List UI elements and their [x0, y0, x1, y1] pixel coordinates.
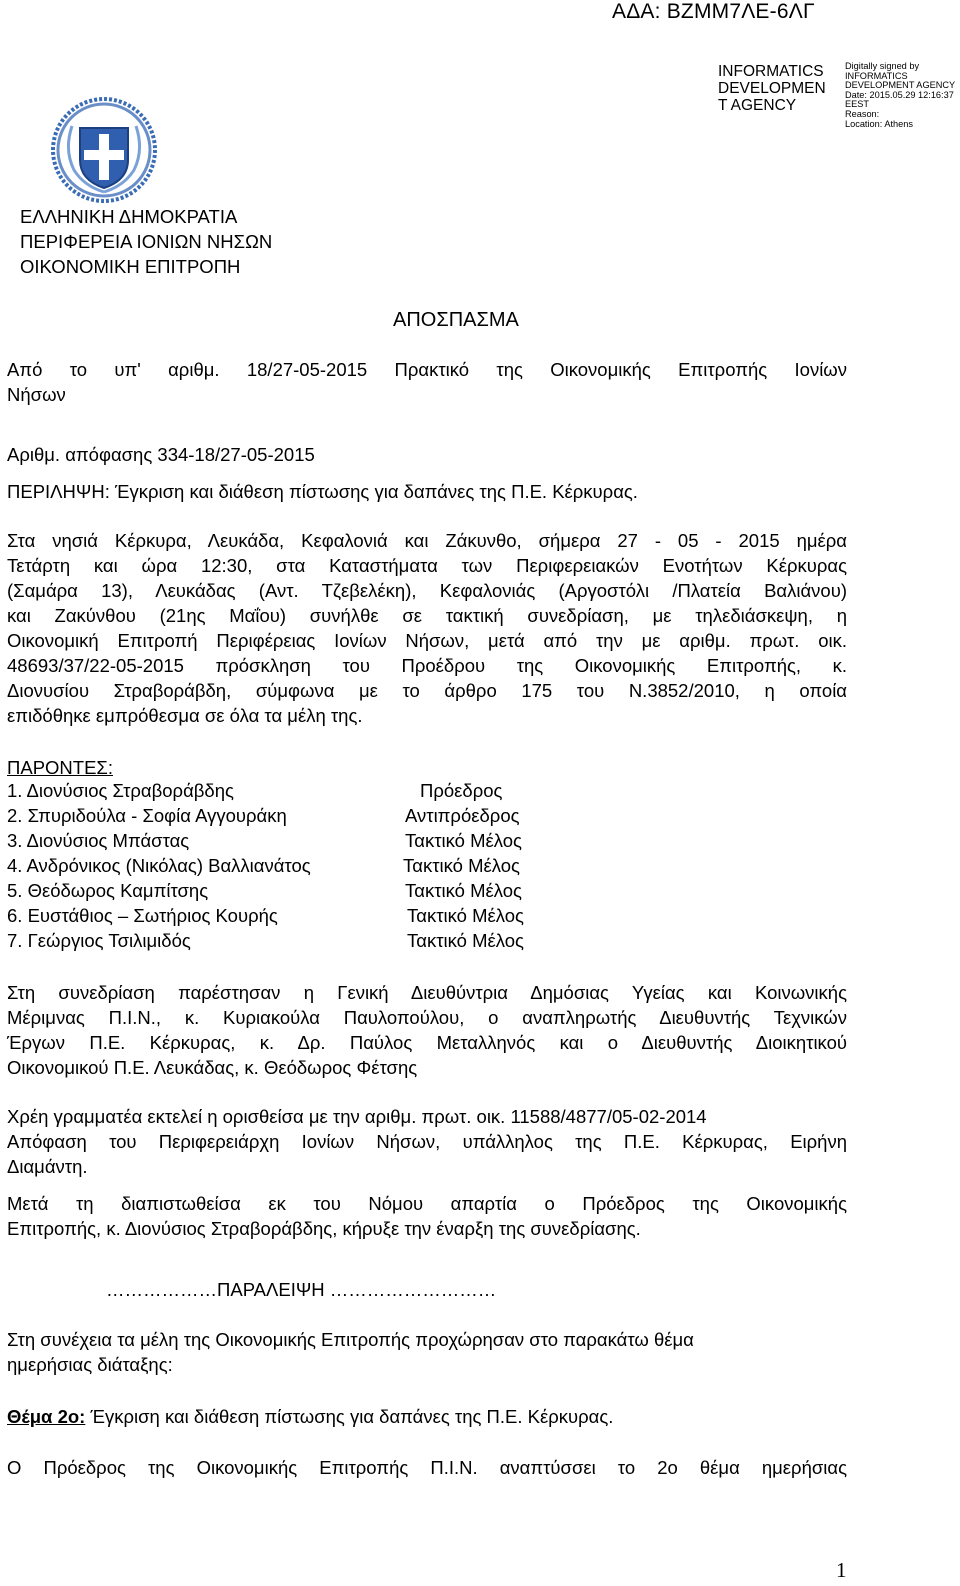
intro-paragraph: [7, 528, 847, 728]
topic-label: Θέμα 2ο:: [7, 1406, 86, 1427]
signature-agency-line: T AGENCY: [718, 97, 797, 114]
attendees-line: Οικονομικού Π.Ε. Λευκάδας, κ. Θεόδωρος Φέτσης: [7, 1057, 418, 1078]
signature-details: [845, 62, 957, 129]
closing-paragraph: [7, 1455, 847, 1480]
member-name: 4. Ανδρόνικος (Νικόλας) Βαλλιανάτος: [7, 855, 311, 876]
member-name: 5. Θεόδωρος Καμπίτσης: [7, 880, 209, 901]
intro-line: Στα νησιά Κέρκυρα, Λευκάδα, Κεφαλονιά και Ζάκυνθο, σήμερα 27 - 05 - 2015 ημέρα: [7, 530, 847, 551]
summary-label: ΠΕΡΙΛΗΨΗ:: [7, 481, 110, 502]
secretary-line: Απόφαση του Περιφερειάρχη Ιονίων Νήσων, υπάλληλος της Π.Ε. Κέρκυρας, Ειρήνη: [7, 1131, 847, 1152]
intro-line: (Σαμάρα 13), Λευκάδας (Αντ. Τζεβελέκη), Κεφαλονιάς (Αργοστόλι /Πλατεία Βαλιάνου): [7, 580, 847, 601]
minutes-reference-line: Από το υπ' αριθμ. 18/27-05-2015 Πρακτικό της Οικονομικής Επιτροπής Ιονίων: [7, 359, 847, 380]
quorum-paragraph: [7, 1191, 847, 1241]
member-role: Αντιπρόεδρος: [405, 805, 520, 826]
quorum-line: Μετά τη διαπιστωθείσα εκ του Νόμου απαρτία ο Πρόεδρος της Οικονομικής: [7, 1193, 847, 1214]
page-number: 1: [836, 1558, 847, 1582]
signature-detail-line: DEVELOPMENT AGENCY: [845, 80, 956, 91]
continuation-line: ημερήσιας διάταξης:: [7, 1354, 173, 1375]
closing-line: Ο Πρόεδρος της Οικονομικής Επιτροπής Π.Ι.Ν. αναπτύσσει το 2ο θέμα ημερήσιας: [7, 1457, 847, 1478]
member-role: Τακτικό Μέλος: [405, 830, 522, 851]
intro-line: 48693/37/22-05-2015 πρόσκληση του Προέδρου της Οικονομικής Επιτροπής, κ.: [7, 655, 847, 676]
member-name: 2. Σπυριδούλα - Σοφία Αγγουράκη: [7, 805, 287, 826]
signature-detail-line: Digitally signed by: [845, 61, 920, 71]
intro-line: και Ζακύνθου (21ης Μαΐου) συνήλθε σε τακτική συνεδρίαση, με τηλεδιάσκεψη, η: [7, 605, 847, 626]
signature-detail-line: Location: Athens: [845, 118, 913, 129]
member-name: 3. Διονύσιος Μπάστας: [7, 830, 190, 851]
signature-detail-line: EEST: [845, 99, 869, 110]
secretary-line: Χρέη γραμματέα εκτελεί η ορισθείσα με την αριθμ. πρωτ. οικ. 11588/4877/05-02-2014: [7, 1106, 707, 1127]
attendees-line: Στη συνεδρίαση παρέστησαν η Γενική Διευθύντρια Δημόσιας Υγείας και Κοινωνικής: [7, 982, 847, 1003]
continuation-paragraph: [7, 1327, 847, 1377]
minutes-reference: [7, 357, 847, 407]
intro-line: Διονυσίου Στραβοράβδη, σύμφωνα με το άρθρο 175 του Ν.3852/2010, η οποία: [7, 680, 847, 701]
member-role: Τακτικό Μέλος: [407, 930, 524, 951]
summary-text: Έγκριση και διάθεση πίστωσης για δαπάνες της Π.Ε. Κέρκυρας.: [115, 481, 638, 502]
secretary-line: Διαμάντη.: [7, 1156, 88, 1177]
signature-detail-line: INFORMATICS: [845, 70, 908, 81]
attendees-line: Μέριμνας Π.Ι.Ν., κ. Κυριακούλα Παυλοπούλου, ο αναπληρωτής Διευθυντής Τεχνικών: [7, 1007, 847, 1028]
header-line-country: ΕΛΛΗΝΙΚΗ ΔΗΜΟΚΡΑΤΙΑ: [20, 206, 238, 227]
signature-agency: [718, 63, 838, 114]
intro-line: Τετάρτη και ώρα 12:30, στα Καταστήματα των Περιφερειακών Ενοτήτων Κέρκυρας: [7, 555, 847, 576]
topic: [7, 1404, 847, 1429]
member-role: Πρόεδρος: [420, 780, 503, 801]
topic-text: Έγκριση και διάθεση πίστωσης για δαπάνες της Π.Ε. Κέρκυρας.: [90, 1406, 614, 1427]
header-line-region: ΠΕΡΙΦΕΡΕΙΑ ΙΟΝΙΩΝ ΝΗΣΩΝ: [20, 231, 273, 252]
present-label: ΠΑΡΟΝΤΕΣ:: [7, 757, 114, 778]
continuation-line: Στη συνέχεια τα μέλη της Οικονομικής Επιτροπής προχώρησαν στο παρακάτω θέμα: [7, 1329, 694, 1350]
member-role: Τακτικό Μέλος: [403, 855, 520, 876]
quorum-line: Επιτροπής, κ. Διονύσιος Στραβοράβδης, κήρυξε την έναρξη της συνεδρίασης.: [7, 1218, 641, 1239]
greek-state-emblem-icon: [50, 96, 158, 204]
intro-line: επιδόθηκε εμπρόθεσμα σε όλα τα μέλη της.: [7, 705, 363, 726]
document-title: ΑΠΟΣΠΑΣΜΑ: [393, 309, 519, 331]
signature-agency-line: DEVELOPMEN: [718, 80, 826, 97]
signature-detail-line: Date: 2015.05.29 12:16:37: [845, 89, 954, 100]
omission-marker: ………………ΠΑΡΑΛΕΙΨΗ ………………………: [106, 1279, 497, 1300]
intro-line: Οικονομική Επιτροπή Περιφέρειας Ιονίων Νήσων, μετά από την με αριθμ. πρωτ. οικ.: [7, 630, 847, 651]
attendees-paragraph: [7, 980, 847, 1080]
member-role: Τακτικό Μέλος: [405, 880, 522, 901]
decision-number: Αριθμ. απόφασης 334-18/27-05-2015: [7, 444, 315, 465]
member-name: 6. Ευστάθιος – Σωτήριος Κουρής: [7, 905, 278, 926]
signature-agency-line: INFORMATICS: [718, 63, 824, 80]
ada-code: ΑΔΑ: ΒΖΜΜ7ΛΕ-6ΛΓ: [612, 0, 815, 23]
member-name: 7. Γεώργιος Τσιλιμιδός: [7, 930, 191, 951]
attendees-line: Έργων Π.Ε. Κέρκυρας, κ. Δρ. Παύλος Μεταλληνός και ο Διευθυντής Διοικητικού: [7, 1032, 847, 1053]
member-role: Τακτικό Μέλος: [407, 905, 524, 926]
header-line-committee: ΟΙΚΟΝΟΜΙΚΗ ΕΠΙΤΡΟΠΗ: [20, 256, 241, 277]
secretary-paragraph: [7, 1104, 847, 1179]
summary: [7, 479, 847, 504]
signature-detail-line: Reason:: [845, 108, 880, 119]
member-name: 1. Διονύσιος Στραβοράβδης: [7, 780, 234, 801]
minutes-reference-line: Νήσων: [7, 384, 66, 405]
